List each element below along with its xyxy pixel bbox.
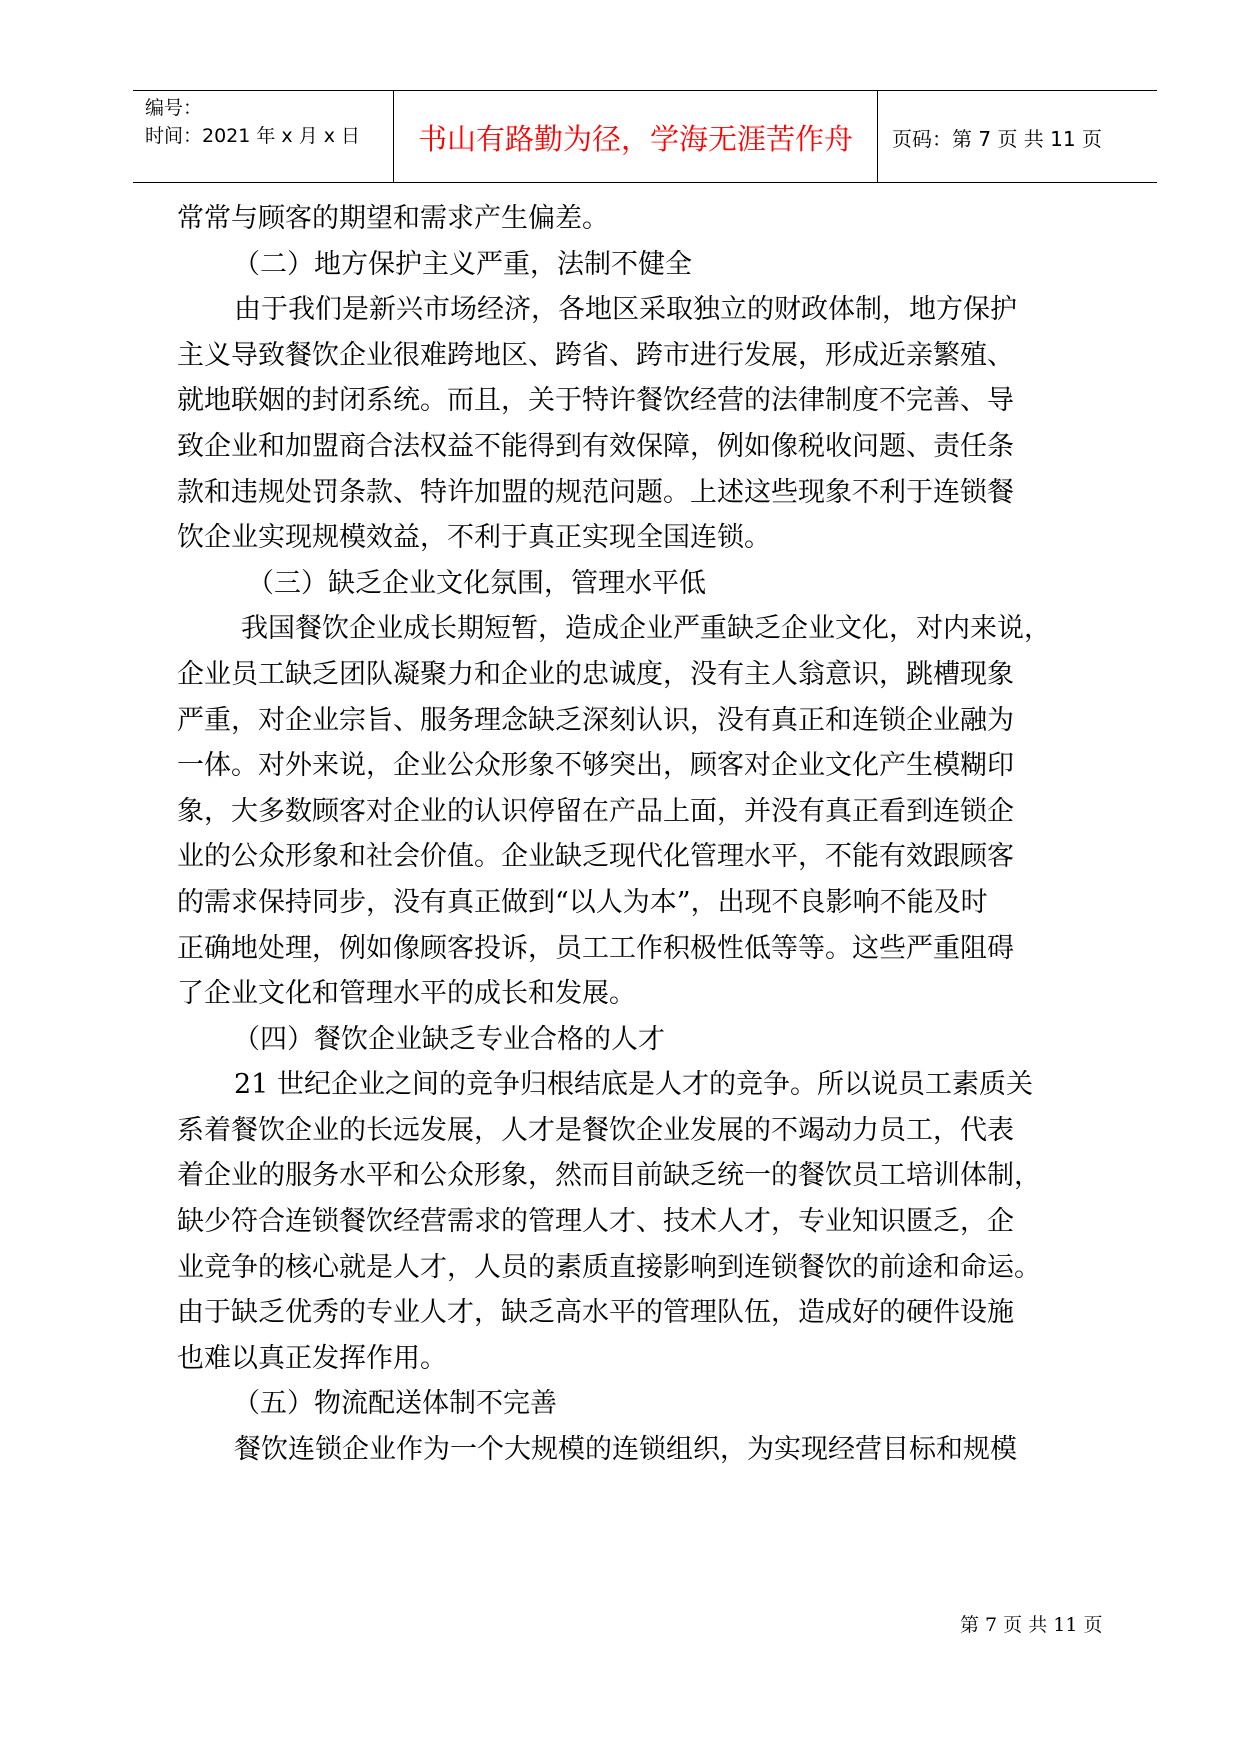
paragraph-line: 业竞争的核心就是人才，人员的素质直接影响到连锁餐饮的前途和命运。 (177, 1251, 1041, 1283)
paragraph-line: 着企业的服务水平和公众形象，然而目前缺乏统一的餐饮员工培训体制， (177, 1160, 1041, 1192)
page-footer-number: 第 7 页 共 11 页 (960, 1614, 1103, 1636)
paragraph-line: 常常与顾客的期望和需求产生偏差。 (177, 203, 609, 234)
header-page-code: 页码：第 7 页 共 11 页 (892, 127, 1102, 151)
section-heading-2: （二）地方保护主义严重，法制不健全 (233, 248, 692, 280)
paragraph-line: 致企业和加盟商合法权益不能得到有效保障，例如像税收问题、责任条 (177, 430, 1014, 462)
paragraph-line: 我国餐饮企业成长期短暂，造成企业严重缺乏企业文化，对内来说， (241, 613, 1051, 645)
paragraph-line: 主义导致餐饮企业很难跨地区、跨省、跨市进行发展，形成近亲繁殖、 (177, 339, 1014, 371)
paragraph-line: 餐饮连锁企业作为一个大规模的连锁组织，为实现经营目标和规模 (234, 1434, 1017, 1466)
header-page-cell (878, 91, 1157, 182)
paragraph-line: 正确地处理，例如像顾客投诉，员工工作积极性低等等。这些严重阻碍 (177, 932, 1014, 964)
section-heading-5: （五）物流配送体制不完善 (233, 1388, 557, 1420)
paragraph-line: 也难以真正发挥作用。 (177, 1342, 447, 1374)
paragraph-line: 一体。对外来说，企业公众形象不够突出，顾客对企业文化产生模糊印 (177, 750, 1014, 782)
paragraph-line: 的需求保持同步，没有真正做到“以人为本”，出现不良影响不能及时 (177, 886, 988, 918)
paragraph-line: 由于缺乏优秀的专业人才，缺乏高水平的管理队伍，造成好的硬件设施 (177, 1297, 1014, 1329)
header-motto: 书山有路勤为径，学海无涯苦作舟 (417, 122, 853, 156)
paragraph-line: 了企业文化和管理水平的成长和发展。 (177, 978, 636, 1010)
header-meta-cell (133, 91, 393, 182)
section-heading-3: （三）缺乏企业文化氛围，管理水平低 (247, 567, 706, 599)
paragraph-line: 缺少符合连锁餐饮经营需求的管理人才、技术人才，专业知识匮乏，企 (177, 1206, 1014, 1238)
paragraph-line: 严重，对企业宗旨、服务理念缺乏深刻认识，没有真正和连锁企业融为 (177, 704, 1014, 736)
section-heading-4: （四）餐饮企业缺乏专业合格的人才 (233, 1023, 665, 1055)
paragraph-line: 款和违规处罚条款、特许加盟的规范问题。上述这些现象不利于连锁餐 (177, 476, 1014, 508)
paragraph-line: 企业员工缺乏团队凝聚力和企业的忠诚度，没有主人翁意识，跳槽现象 (177, 658, 1014, 690)
paragraph-line: 系着餐饮企业的长远发展，人才是餐饮企业发展的不竭动力员工，代表 (177, 1114, 1014, 1146)
paragraph-line: 业的公众形象和社会价值。企业缺乏现代化管理水平，不能有效跟顾客 (177, 841, 1014, 873)
paragraph-line: 由于我们是新兴市场经济，各地区采取独立的财政体制，地方保护 (234, 294, 1017, 326)
paragraph-line: 饮企业实现规模效益，不利于真正实现全国连锁。 (177, 522, 771, 554)
document-number-label: 编号： (145, 97, 203, 119)
paragraph-line: 21 世纪企业之间的竞争归根结底是人才的竞争。所以说员工素质关 (234, 1069, 1033, 1101)
header-motto-cell (393, 91, 878, 182)
page-header (133, 90, 1157, 183)
body-text (177, 196, 1127, 1473)
paragraph-line: 就地联姻的封闭系统。而且，关于特许餐饮经营的法律制度不完善、导 (177, 385, 1014, 417)
document-time-label: 时间：2021 年 x 月 x 日 (145, 125, 361, 147)
paragraph-line: 象，大多数顾客对企业的认识停留在产品上面，并没有真正看到连锁企 (177, 795, 1014, 827)
